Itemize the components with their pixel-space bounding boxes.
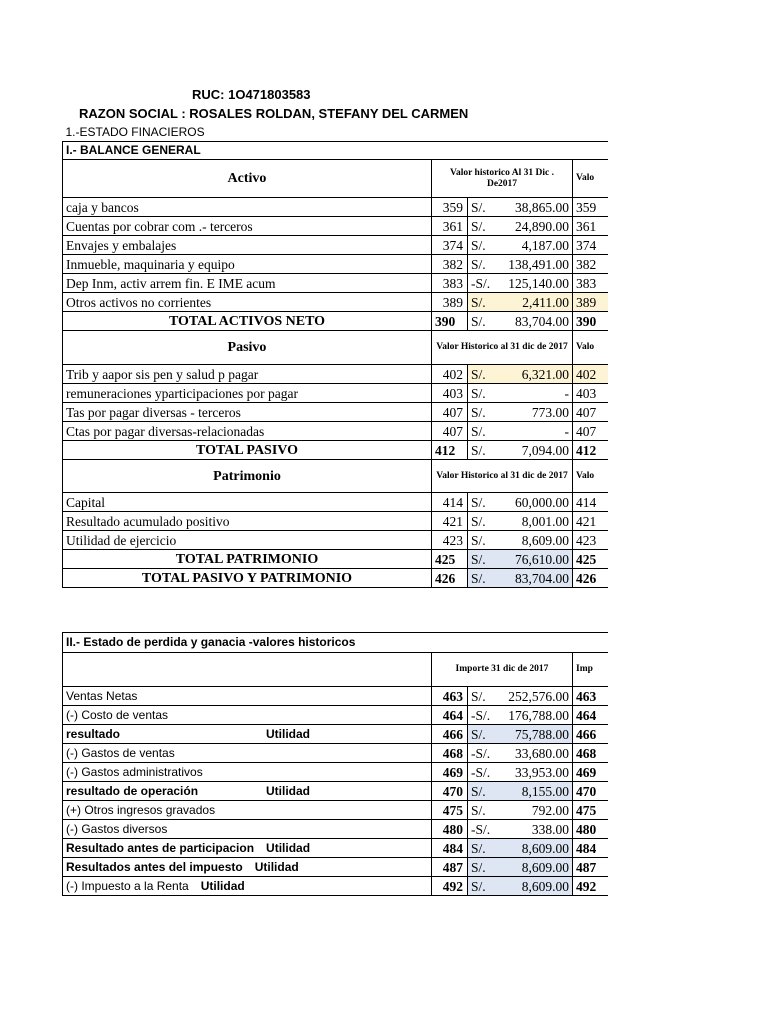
amount-cell xyxy=(468,744,573,763)
currency-label: S/. xyxy=(471,859,486,875)
row-code: 480 xyxy=(432,820,468,839)
patrimonio-col-header: Valor Historico al 31 dic de 2017 xyxy=(432,460,573,493)
row-code-2: 480 xyxy=(573,820,609,839)
row-code: 374 xyxy=(432,236,468,255)
row-label-text: (+) Otros ingresos gravados xyxy=(66,802,216,817)
table-row xyxy=(63,274,609,293)
amount-value: 8,609.00 xyxy=(521,859,569,875)
total-label: TOTAL ACTIVOS NETO xyxy=(63,312,432,331)
activo-col-header: Valor historico Al 31 Dic . De2017 xyxy=(432,160,573,198)
amount-value: 338.00 xyxy=(531,821,569,837)
table-row xyxy=(63,293,609,312)
amount-cell xyxy=(468,801,573,820)
row-code: 421 xyxy=(432,512,468,531)
total-activos-row xyxy=(63,312,609,331)
amount-cell xyxy=(468,512,573,531)
row-code: 402 xyxy=(432,365,468,384)
row-label xyxy=(63,839,432,858)
amount-value: 792.00 xyxy=(531,802,569,818)
currency-label: -S/. xyxy=(471,764,491,780)
row-label xyxy=(63,858,432,877)
row-code: 389 xyxy=(432,293,468,312)
row-label: remuneraciones yparticipaciones por pagar xyxy=(63,384,432,403)
pyg-col-header: Importe 31 dic de 2017 xyxy=(432,653,573,687)
table-row xyxy=(63,403,609,422)
amount-cell xyxy=(468,493,573,512)
row-code: 466 xyxy=(432,725,468,744)
activo-header: Activo xyxy=(63,160,432,198)
table-row xyxy=(63,839,609,858)
currency-label: -S/. xyxy=(471,745,491,761)
row-label-text: Ventas Netas xyxy=(66,688,138,703)
row-code-2: 421 xyxy=(573,512,609,531)
pyg-title: II.- Estado de perdida y ganacia -valores historicos xyxy=(63,633,609,653)
amount-value: 176,788.00 xyxy=(508,707,569,723)
total-activos xyxy=(63,312,609,331)
amount-value: 75,788.00 xyxy=(515,726,569,742)
pyg-header-blank xyxy=(63,653,432,687)
row-code: 468 xyxy=(432,744,468,763)
row-label: Resultado acumulado positivo xyxy=(63,512,432,531)
currency-label: S/. xyxy=(471,802,486,818)
amount-cell xyxy=(468,422,573,441)
row-label-text: Resultado antes de participacion xyxy=(66,840,255,855)
total-code: 425 xyxy=(432,550,468,569)
row-code: 487 xyxy=(432,858,468,877)
currency-label: S/. xyxy=(471,313,486,329)
row-code-2: 403 xyxy=(573,384,609,403)
currency-label: S/. xyxy=(471,688,486,704)
currency-label: S/. xyxy=(471,551,486,567)
total-patrimonio xyxy=(63,550,609,569)
patrimonio-header: Patrimonio xyxy=(63,460,432,493)
amount-value: 38,865.00 xyxy=(515,199,569,215)
table-row xyxy=(63,858,609,877)
currency-label: -S/. xyxy=(471,821,491,837)
amount-cell xyxy=(468,725,573,744)
currency-label: S/. xyxy=(471,423,486,439)
row-code-2: 468 xyxy=(573,744,609,763)
row-label: Utilidad de ejercicio xyxy=(63,531,432,550)
total-label: TOTAL PASIVO xyxy=(63,441,432,460)
currency-label: S/. xyxy=(471,840,486,856)
table-row xyxy=(63,217,609,236)
row-label: Trib y aapor sis pen y salud p pagar xyxy=(63,365,432,384)
pasivo-col-header: Valor Historico al 31 dic de 2017 xyxy=(432,331,573,365)
amount-value: 83,704.00 xyxy=(515,570,569,586)
row-code: 492 xyxy=(432,877,468,896)
razon-social-line: RAZON SOCIAL : ROSALES ROLDAN, STEFANY DEL CARMEN xyxy=(79,106,469,121)
table-row xyxy=(63,493,609,512)
amount-cell xyxy=(468,312,573,331)
table-row xyxy=(63,877,609,896)
pasivo-header: Pasivo xyxy=(63,331,432,365)
amount-value: 33,953.00 xyxy=(515,764,569,780)
amount-cell xyxy=(468,217,573,236)
row-code-2: 359 xyxy=(573,198,609,217)
total-label: TOTAL PASIVO Y PATRIMONIO xyxy=(63,569,432,588)
amount-cell xyxy=(468,198,573,217)
row-label-text: resultado de operación xyxy=(66,783,199,798)
activo-col2-header: Valo xyxy=(573,160,609,198)
row-code-2: 470 xyxy=(573,782,609,801)
amount-value: 60,000.00 xyxy=(515,494,569,510)
row-label xyxy=(63,763,432,782)
row-label xyxy=(63,801,432,820)
table-row xyxy=(63,725,609,744)
table-row xyxy=(63,255,609,274)
row-code: 423 xyxy=(432,531,468,550)
row-code-2: 374 xyxy=(573,236,609,255)
ruc-line: RUC: 1O471803583 xyxy=(192,87,311,102)
patrimonio-col2-header: Valo xyxy=(573,460,609,493)
row-label xyxy=(63,706,432,725)
table-row xyxy=(63,744,609,763)
currency-label: -S/. xyxy=(471,275,491,291)
row-code-2: 484 xyxy=(573,839,609,858)
currency-label: S/. xyxy=(471,513,486,529)
row-label xyxy=(63,877,432,896)
row-code: 359 xyxy=(432,198,468,217)
row-code: 414 xyxy=(432,493,468,512)
amount-cell xyxy=(468,782,573,801)
amount-cell xyxy=(468,274,573,293)
amount-value: 2,411.00 xyxy=(522,294,569,310)
row-code-2: 382 xyxy=(573,255,609,274)
table-row xyxy=(63,820,609,839)
row-label xyxy=(63,782,432,801)
balance-title: I.- BALANCE GENERAL xyxy=(63,142,609,160)
amount-cell xyxy=(468,706,573,725)
row-label: Inmueble, maquinaria y equipo xyxy=(63,255,432,274)
row-code: 469 xyxy=(432,763,468,782)
amount-cell xyxy=(468,839,573,858)
currency-label: S/. xyxy=(471,199,486,215)
table-row xyxy=(63,236,609,255)
row-code-2: 487 xyxy=(573,858,609,877)
currency-label: S/. xyxy=(471,783,486,799)
amount-value: 8,001.00 xyxy=(521,513,569,529)
row-code: 382 xyxy=(432,255,468,274)
amount-cell xyxy=(468,255,573,274)
row-label: caja y bancos xyxy=(63,198,432,217)
total-code: 426 xyxy=(432,569,468,588)
amount-cell xyxy=(468,569,573,588)
pyg-sheet xyxy=(62,632,608,896)
row-code-2: 475 xyxy=(573,801,609,820)
row-label xyxy=(63,687,432,706)
pasivo-col2-header: Valo xyxy=(573,331,609,365)
row-label: Tas por pagar diversas - terceros xyxy=(63,403,432,422)
total-code: 412 xyxy=(432,441,468,460)
table-row xyxy=(63,687,609,706)
row-label-text: resultado xyxy=(66,726,121,741)
amount-cell xyxy=(468,858,573,877)
table-row xyxy=(63,801,609,820)
row-label: Capital xyxy=(63,493,432,512)
row-code-2: 464 xyxy=(573,706,609,725)
row-label: Dep Inm, activ arrem fin. E IME acum xyxy=(63,274,432,293)
pasivo-rows xyxy=(63,365,609,441)
amount-value: 4,187.00 xyxy=(521,237,569,253)
table-row xyxy=(63,422,609,441)
row-code-2: 361 xyxy=(573,217,609,236)
amount-cell xyxy=(468,763,573,782)
amount-value: 8,609.00 xyxy=(521,532,569,548)
row-code-2: 389 xyxy=(573,293,609,312)
currency-label: S/. xyxy=(471,570,486,586)
row-code: 484 xyxy=(432,839,468,858)
row-label-text: (-) Impuesto a la Renta xyxy=(66,878,189,893)
row-code-2: 492 xyxy=(573,877,609,896)
total-patrimonio-rows xyxy=(63,550,609,588)
amount-cell xyxy=(468,877,573,896)
row-code: 464 xyxy=(432,706,468,725)
row-label-suffix: Utilidad xyxy=(254,859,299,874)
amount-cell xyxy=(468,293,573,312)
row-code: 470 xyxy=(432,782,468,801)
activo-rows xyxy=(63,198,609,312)
total-code: 390 xyxy=(432,312,468,331)
row-code: 383 xyxy=(432,274,468,293)
row-code-2: 466 xyxy=(573,725,609,744)
amount-value: 6,321.00 xyxy=(521,366,569,382)
currency-label: S/. xyxy=(471,294,486,310)
balance-general-sheet xyxy=(62,124,608,588)
currency-label: S/. xyxy=(471,442,486,458)
table-row xyxy=(63,365,609,384)
currency-label: S/. xyxy=(471,366,486,382)
pyg-table xyxy=(62,632,608,896)
currency-label: S/. xyxy=(471,237,486,253)
row-code-2: 463 xyxy=(573,687,609,706)
currency-label: S/. xyxy=(471,726,486,742)
currency-label: -S/. xyxy=(471,707,491,723)
row-label-suffix: Utilidad xyxy=(266,840,311,855)
row-label xyxy=(63,820,432,839)
row-code: 407 xyxy=(432,422,468,441)
currency-label: S/. xyxy=(471,532,486,548)
total-pasivo xyxy=(63,441,609,460)
row-code: 361 xyxy=(432,217,468,236)
total-code-2: 412 xyxy=(573,441,609,460)
currency-label: S/. xyxy=(471,878,486,894)
row-label: Cuentas por cobrar com .- terceros xyxy=(63,217,432,236)
amount-cell xyxy=(468,441,573,460)
row-code-2: 402 xyxy=(573,365,609,384)
amount-value: 24,890.00 xyxy=(515,218,569,234)
row-code: 475 xyxy=(432,801,468,820)
row-code-2: 407 xyxy=(573,422,609,441)
amount-cell xyxy=(468,365,573,384)
row-code-2: 407 xyxy=(573,403,609,422)
pyg-rows xyxy=(63,687,609,896)
row-code-2: 383 xyxy=(573,274,609,293)
amount-value: 125,140.00 xyxy=(508,275,569,291)
table-row xyxy=(63,531,609,550)
row-label xyxy=(63,725,432,744)
amount-cell xyxy=(468,687,573,706)
total-pasivo-row xyxy=(63,441,609,460)
row-label: Ctas por pagar diversas-relacionadas xyxy=(63,422,432,441)
amount-cell xyxy=(468,236,573,255)
amount-value: 8,155.00 xyxy=(521,783,569,799)
table-row xyxy=(63,763,609,782)
row-label-suffix: Utilidad xyxy=(266,783,310,798)
amount-value: - xyxy=(564,423,569,439)
row-label-suffix: Utilidad xyxy=(200,878,245,893)
amount-cell xyxy=(468,820,573,839)
row-label-text: (-) Gastos de ventas xyxy=(66,745,175,760)
total-label: TOTAL PATRIMONIO xyxy=(63,550,432,569)
total-pasivo-patrimonio xyxy=(63,569,609,588)
amount-cell xyxy=(468,384,573,403)
pyg-col2-header: Imp xyxy=(573,653,609,687)
amount-value: 8,609.00 xyxy=(521,878,569,894)
row-code: 407 xyxy=(432,403,468,422)
row-code-2: 469 xyxy=(573,763,609,782)
row-label xyxy=(63,744,432,763)
amount-cell xyxy=(468,403,573,422)
amount-cell xyxy=(468,550,573,569)
amount-value: - xyxy=(564,385,569,401)
amount-value: 773.00 xyxy=(531,404,569,420)
currency-label: S/. xyxy=(471,494,486,510)
row-code-2: 423 xyxy=(573,531,609,550)
amount-value: 252,576.00 xyxy=(508,688,569,704)
total-code-2: 390 xyxy=(573,312,609,331)
estado-financieros-label: 1.-ESTADO FINACIEROS xyxy=(63,124,609,142)
table-row xyxy=(63,198,609,217)
table-row xyxy=(63,512,609,531)
table-row xyxy=(63,384,609,403)
row-code: 463 xyxy=(432,687,468,706)
currency-label: S/. xyxy=(471,385,486,401)
table-row xyxy=(63,706,609,725)
row-label-suffix: Utilidad xyxy=(266,726,310,741)
row-label: Otros activos no corrientes xyxy=(63,293,432,312)
table-row xyxy=(63,782,609,801)
row-label-text: Resultados antes del impuesto xyxy=(66,859,243,874)
currency-label: S/. xyxy=(471,256,486,272)
amount-cell xyxy=(468,531,573,550)
amount-value: 8,609.00 xyxy=(521,840,569,856)
row-label-text: (-) Costo de ventas xyxy=(66,707,169,722)
amount-value: 76,610.00 xyxy=(515,551,569,567)
currency-label: S/. xyxy=(471,404,486,420)
patrimonio-rows xyxy=(63,493,609,550)
total-code-2: 426 xyxy=(573,569,609,588)
row-label-text: (-) Gastos administrativos xyxy=(66,764,203,779)
row-code: 403 xyxy=(432,384,468,403)
row-label-text: (-) Gastos diversos xyxy=(66,821,168,836)
row-code-2: 414 xyxy=(573,493,609,512)
amount-value: 138,491.00 xyxy=(508,256,569,272)
amount-value: 7,094.00 xyxy=(521,442,569,458)
currency-label: S/. xyxy=(471,218,486,234)
balance-table xyxy=(62,124,608,588)
row-label: Envajes y embalajes xyxy=(63,236,432,255)
total-code-2: 425 xyxy=(573,550,609,569)
amount-value: 83,704.00 xyxy=(515,313,569,329)
amount-value: 33,680.00 xyxy=(515,745,569,761)
